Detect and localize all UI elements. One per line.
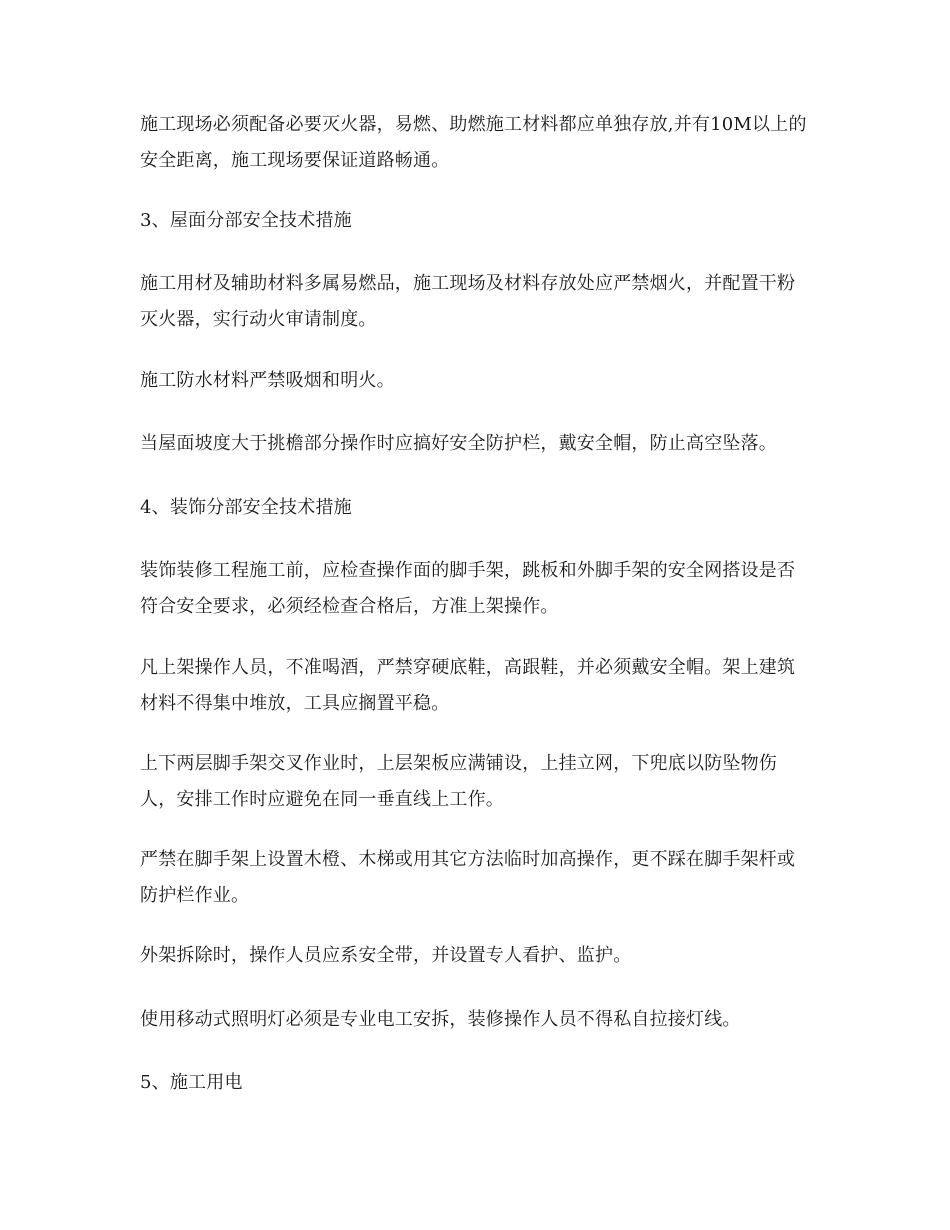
paragraph-roof-materials: 施工用材及辅助材料多属易燃品，施工现场及材料存放处应严禁烟火，并配置干粉灭火器，实行动火审请制度。	[140, 273, 796, 330]
paragraph-lighting: 使用移动式照明灯必须是专业电工安拆，装修操作人员不得私自拉接灯线。	[140, 1009, 741, 1030]
paragraph-cross-work: 上下两层脚手架交叉作业时，上层架板应满铺设，上挂立网，下兜底以防坠物伤人，安排工作时应避免在同一垂直线上工作。	[140, 753, 777, 810]
paragraph-no-raising: 严禁在脚手架上设置木橙、木梯或用其它方法临时加高操作，更不踩在脚手架杆或防护栏作业。	[140, 849, 796, 906]
heading-decoration-safety: 4、装饰分部安全技术措施	[140, 497, 352, 518]
paragraph-scaffold-inspection: 装饰装修工程施工前，应检查操作面的脚手架，跳板和外脚手架的安全网搭设是否符合安全要求，必须经检查合格后，方准上架操作。	[140, 560, 796, 617]
heading-construction-power: 5、施工用电	[140, 1072, 243, 1093]
paragraph-dismantling: 外架拆除时，操作人员应系安全带，并设置专人看护、监护。	[140, 945, 632, 966]
paragraph-fire-extinguishers: 施工现场必须配备必要灭火器，易燃、助燃施工材料都应单独存放,并有10M以上的安全距离，施工现场要保证道路畅通。	[140, 114, 807, 171]
paragraph-waterproof-materials: 施工防水材料严禁吸烟和明火。	[140, 370, 395, 391]
paragraph-scaffold-workers: 凡上架操作人员，不准喝酒，严禁穿硬底鞋，高跟鞋，并必须戴安全帽。架上建筑材料不得集中堆放，工具应搁置平稳。	[140, 657, 796, 714]
paragraph-roof-slope: 当屋面坡度大于挑檐部分操作时应搞好安全防护栏，戴安全帽，防止高空坠落。	[140, 433, 777, 454]
heading-roof-safety: 3、屋面分部安全技术措施	[140, 210, 352, 231]
